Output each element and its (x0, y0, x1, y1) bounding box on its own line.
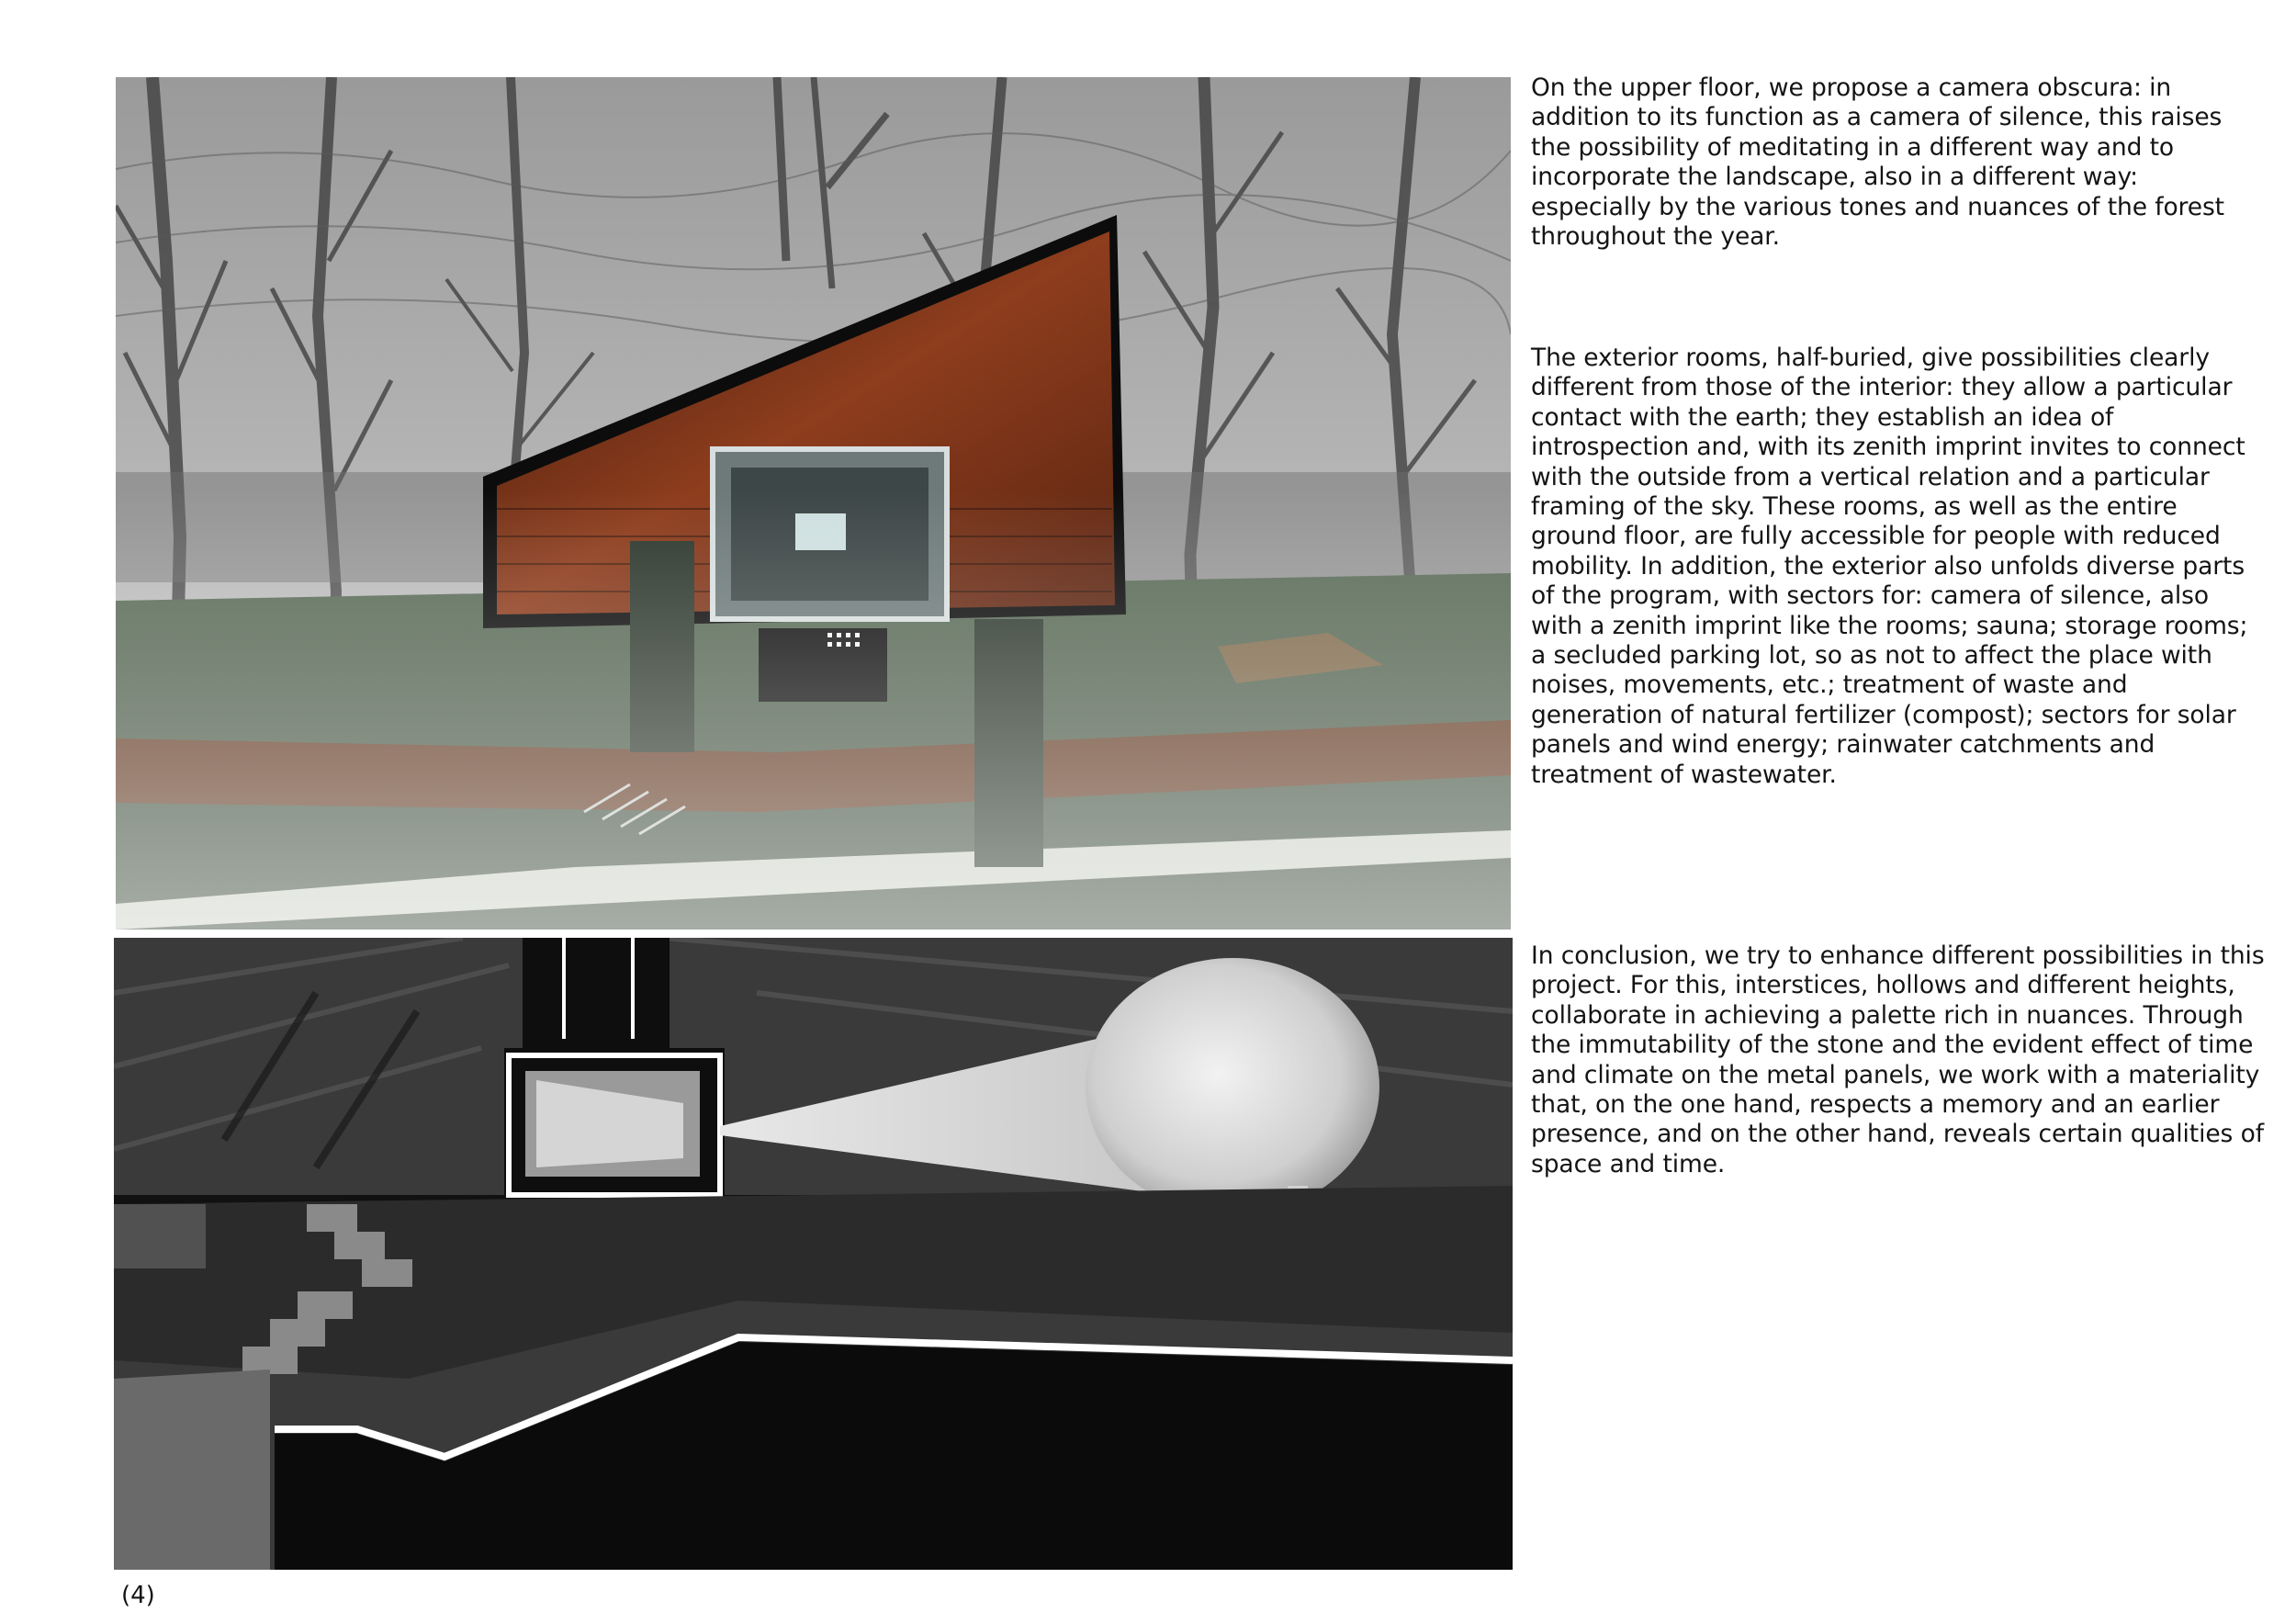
paragraph-conclusion: In conclusion, we try to enhance different possibilities in this project. For this, interstices, hollows and different heights, collaborate in achieving a palette rich in nuances. Through the immutability of the stone and the evident effect of time and climate on the metal panels, we work with a materiality that, on the one hand, respects a memory and an earlier presence, and on the other hand, reveals certain qualities of space and time. (1531, 941, 2265, 1178)
building-render-image (116, 77, 1511, 930)
page-number: (4) (121, 1582, 155, 1609)
camera-obscura-sketch (114, 938, 1513, 1570)
paragraph-exterior-rooms: The exterior rooms, half-buried, give possibilities clearly different from those of the interior: they allow a particular contact with the earth; they establish an idea of introspection and, with its zenith imprint invites to connect with the outside from a vertical relation and a particular framing of the sky. These rooms, as well as the entire ground floor, are fully accessible for people with reduced mobility. In addition, the exterior also unfolds diverse parts of the program, with sectors for: camera of silence, also with a zenith imprint like the rooms; sauna; storage rooms; a secluded parking lot, so as not to affect the place with noises, movements, etc.; treatment of waste and generation of natural fertilizer (compost); sectors for solar panels and wind energy; rainwater catchments and treatment of wastewater. (1531, 344, 2248, 789)
forest-house-rendering (116, 77, 1511, 930)
charcoal-section-image (114, 938, 1513, 1570)
paragraph-camera-obscura: On the upper floor, we propose a camera obscura: in addition to its function as a camera of silence, this raises the possibility of meditating in a different way and to incorporate the landscape, also in a different way: especially by the various tones and nuances of the forest throughout the year. (1531, 73, 2224, 252)
